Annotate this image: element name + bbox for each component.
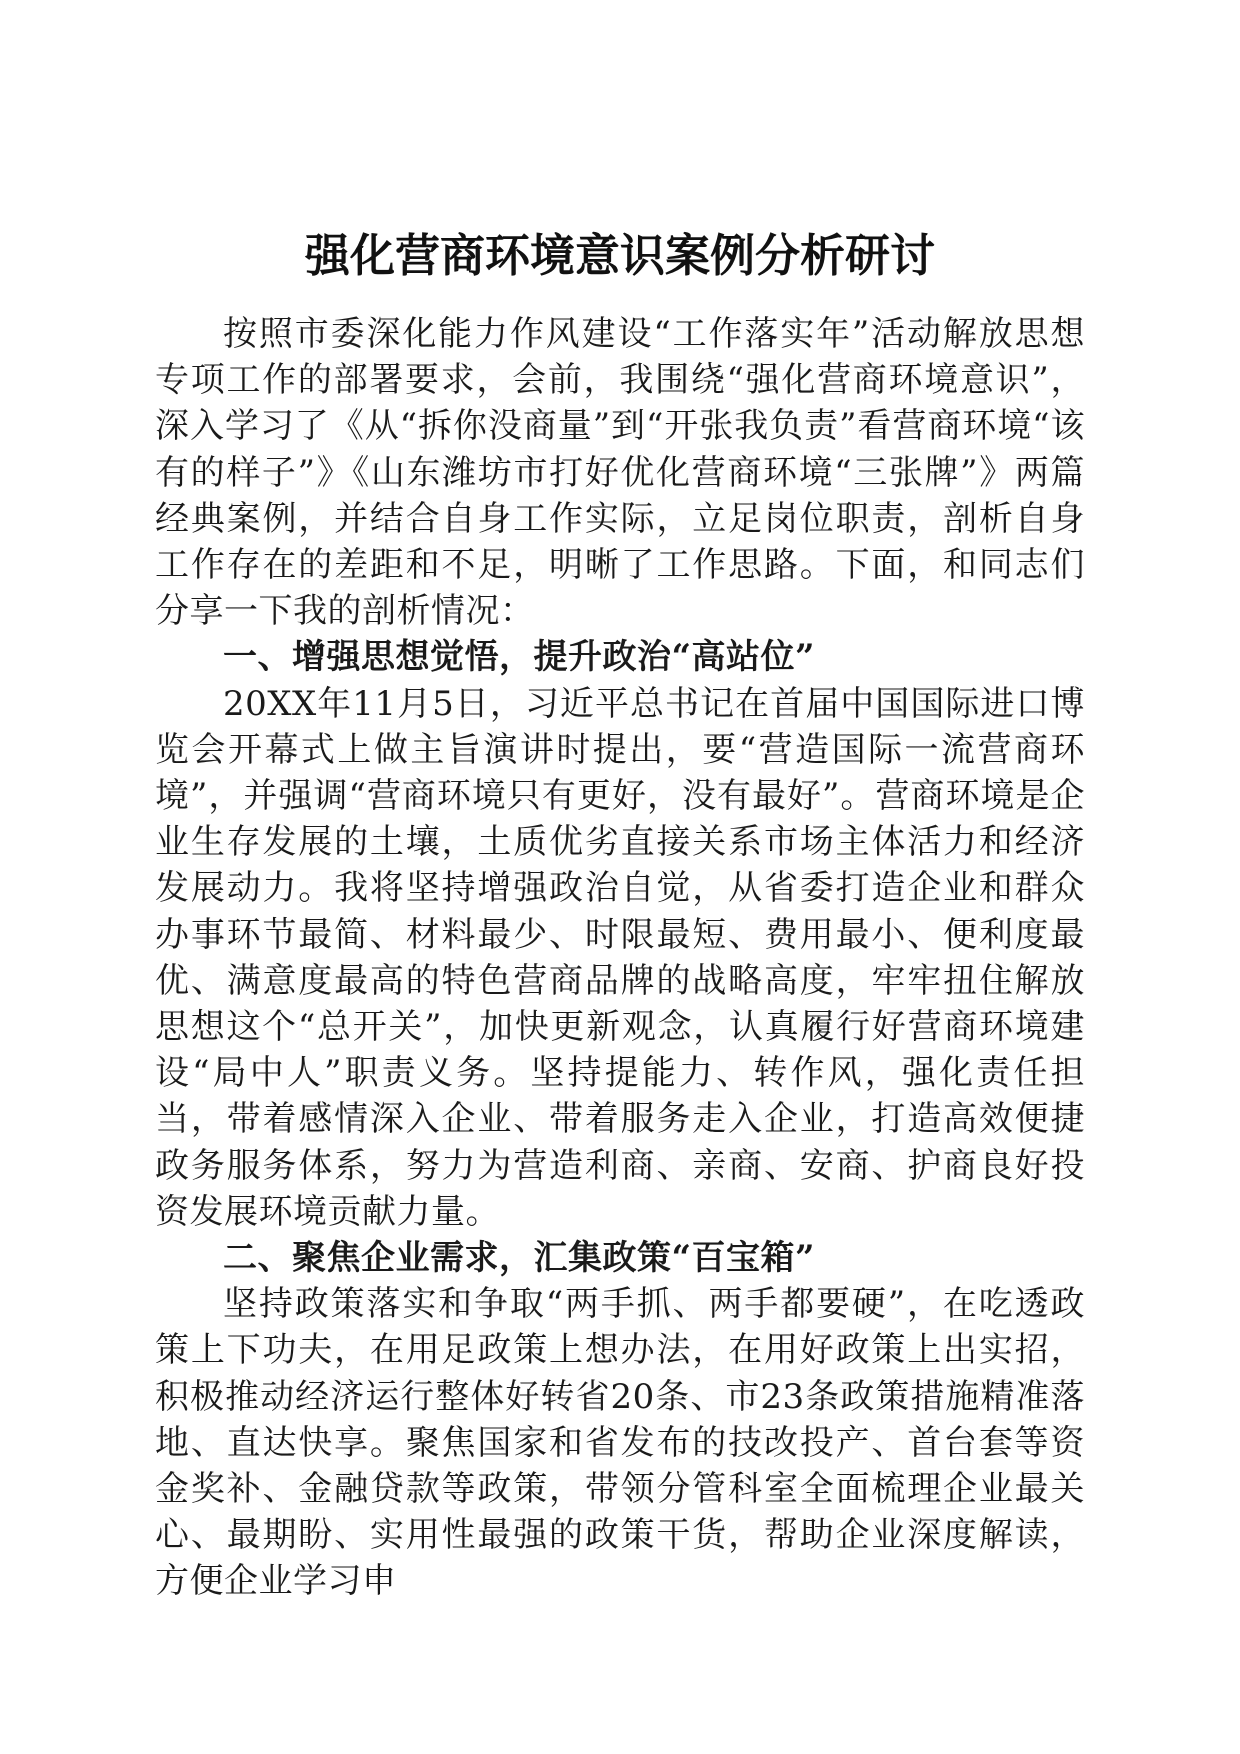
- section-1-paragraph: 20XX年11月5日，习近平总书记在首届中国国际进口博览会开幕式上做主旨演讲时提出，要“营造国际一流营商环境”，并强调“营商环境只有更好，没有最好”。营商环境是企业生存发展的土壤，土质优劣直接关系市场主体活力和经济发展动力。我将坚持增强政治自觉，从省委打造企业和群众办事环节最简、材料最少、时限最短、费用最小、便利度最优、满意度最高的特色营商品牌的战略高度，牢牢扭住解放思想这个“总开关”，加快更新观念，认真履行好营商环境建设“局中人”职责义务。坚持提能力、转作风，强化责任担当，带着感情深入企业、带着服务走入企业，打造高效便捷政务服务体系，努力为营造利商、亲商、安商、护商良好投资发展环境贡献力量。: [155, 683, 1085, 1232]
- section-heading-2: 二、聚焦企业需求，汇集政策“百宝箱”: [223, 1238, 816, 1279]
- intro-paragraph: 按照市委深化能力作风建设“工作落实年”活动解放思想专项工作的部署要求，会前，我围绕“强化营商环境意识”，深入学习了《从“拆你没商量”到“开张我负责”看营商环境“该有的样子”》《山东潍坊市打好优化营商环境“三张牌”》两篇经典案例，并结合自身工作实际，立足岗位职责，剖析自身工作存在的差距和不足，明晰了工作思路。下面，和同志们分享一下我的剖析情况：: [155, 314, 1085, 632]
- section-heading-1: 一、增强思想觉悟，提升政治“高站位”: [223, 637, 816, 678]
- document-title: 强化营商环境意识案例分析研讨: [304, 229, 935, 282]
- section-2-paragraph: 坚持政策落实和争取“两手抓、两手都要硬”，在吃透政策上下功夫，在用足政策上想办法，在用好政策上出实招，积极推动经济运行整体好转省20条、市23条政策措施精准落地、直达快享。聚焦国家和省发布的技改投产、首台套等资金奖补、金融贷款等政策，带领分管科室全面梳理企业最关心、最期盼、实用性最强的政策干货，帮助企业深度解读，方便企业学习申: [155, 1284, 1085, 1602]
- document-body: [155, 311, 1085, 1605]
